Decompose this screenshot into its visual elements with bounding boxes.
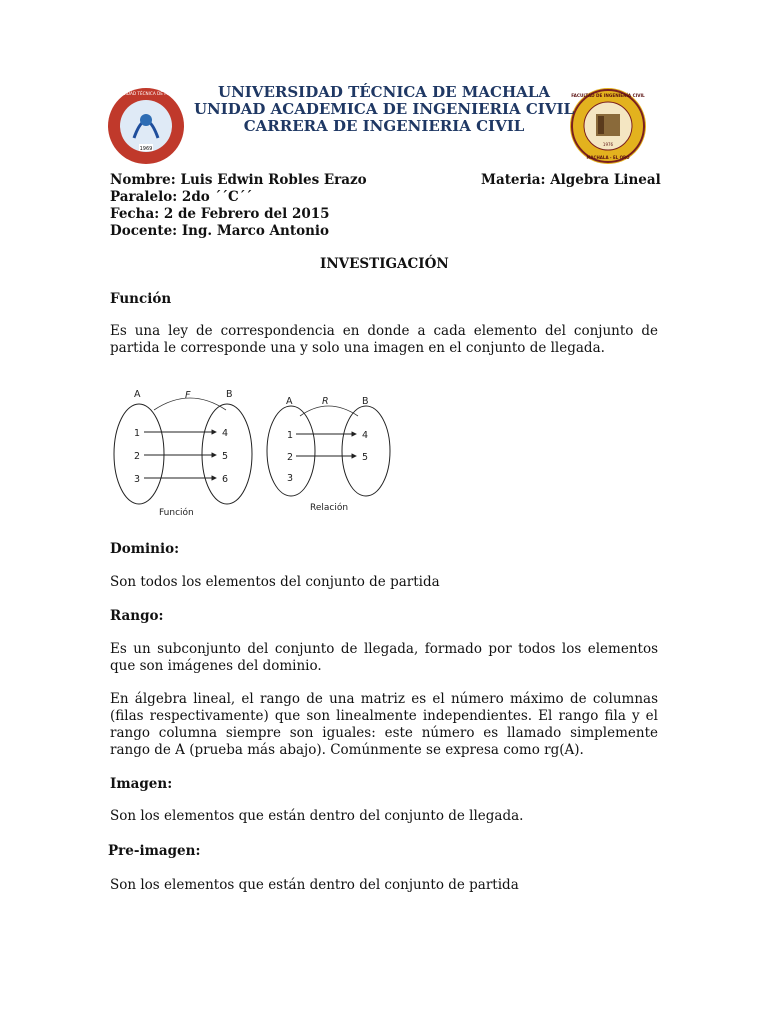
student-parallel: Paralelo: 2do ´´C´´ bbox=[110, 189, 253, 205]
subject-name: Materia: Algebra Lineal bbox=[481, 172, 661, 188]
teacher-name: Docente: Ing. Marco Antonio bbox=[110, 223, 330, 239]
function-domain-element: 3 bbox=[134, 474, 141, 485]
function-domain-element: 2 bbox=[134, 451, 141, 462]
heading-preimagen: Pre-imagen: bbox=[108, 843, 201, 859]
heading-funcion: Función bbox=[110, 291, 172, 307]
heading-dominio: Dominio: bbox=[110, 541, 180, 557]
function-codomain-element: 4 bbox=[222, 428, 229, 439]
student-info bbox=[110, 172, 367, 240]
relation-codomain-set bbox=[342, 406, 390, 496]
header-unit: UNIDAD ACADEMICA DE INGENIERIA CIVIL bbox=[193, 100, 575, 118]
relation-map-label: R bbox=[322, 396, 329, 407]
function-map-label: F bbox=[185, 390, 191, 401]
function-set-b-label: B bbox=[226, 389, 233, 400]
heading-rango: Rango: bbox=[110, 608, 164, 624]
text-rango-definition: Es un subconjunto del conjunto de llegada, formado por todos los elementos que son imágenes del dominio. bbox=[110, 641, 658, 674]
function-domain-element: 1 bbox=[134, 428, 141, 439]
relation-codomain-element: 5 bbox=[362, 452, 369, 463]
relation-map-arc bbox=[300, 406, 358, 416]
relation-domain-element: 2 bbox=[287, 452, 294, 463]
function-codomain-element: 5 bbox=[222, 451, 229, 462]
seal-emblem-center bbox=[140, 114, 152, 126]
text-funcion: Es una ley de correspondencia en donde a cada elemento del conjunto de partida le corresponde una y solo una imagen en el conjunto de llegada. bbox=[110, 323, 658, 356]
function-diagram bbox=[114, 389, 252, 518]
seal-year: 1969 bbox=[139, 146, 153, 152]
relation-codomain-element: 4 bbox=[362, 430, 369, 441]
faculty-seal-bottom-text: MACHALA - EL ORO bbox=[586, 155, 630, 160]
seal-ring-text: UNIVERSIDAD TÉCNICA DE MACHALA bbox=[107, 91, 185, 96]
faculty-seal-emblem-bar bbox=[598, 116, 604, 134]
heading-imagen: Imagen: bbox=[110, 776, 173, 792]
relation-set-a-label: A bbox=[286, 396, 293, 407]
relation-caption: Relación bbox=[310, 503, 349, 513]
faculty-seal-year: 1976 bbox=[602, 142, 614, 147]
relation-set-b-label: B bbox=[362, 396, 369, 407]
document-date: Fecha: 2 de Febrero del 2015 bbox=[110, 206, 330, 222]
function-set-a-label: A bbox=[134, 389, 141, 400]
header-career: CARRERA DE INGENIERIA CIVIL bbox=[243, 117, 525, 135]
function-caption: Función bbox=[159, 508, 194, 518]
relation-domain-element: 1 bbox=[287, 430, 294, 441]
student-name: Nombre: Luis Edwin Robles Erazo bbox=[110, 172, 367, 188]
document-title: INVESTIGACIÓN bbox=[320, 256, 449, 272]
relation-domain-element: 3 bbox=[287, 473, 294, 484]
relation-diagram bbox=[267, 396, 390, 513]
header-university: UNIVERSIDAD TÉCNICA DE MACHALA bbox=[218, 83, 550, 101]
text-imagen: Son los elementos que están dentro del conjunto de llegada. bbox=[110, 808, 524, 824]
function-relation-diagram bbox=[108, 380, 398, 520]
faculty-seal-logo bbox=[568, 86, 648, 166]
text-preimagen: Son los elementos que están dentro del conjunto de partida bbox=[110, 877, 519, 893]
text-rango-matrix: En álgebra lineal, el rango de una matriz es el número máximo de columnas (filas respectivamente) que son linealmente independientes. El rango fila y el rango columna siempre son iguales: este número es llamado simplemente rango de A (prueba más abajo). Comúnmente se expresa como rg(A). bbox=[110, 691, 658, 758]
university-seal-logo bbox=[106, 86, 186, 166]
function-codomain-element: 6 bbox=[222, 474, 229, 485]
text-dominio: Son todos los elementos del conjunto de partida bbox=[110, 574, 440, 590]
document-header bbox=[190, 84, 578, 135]
faculty-seal-ring-text: FACULTAD DE INGENIERÍA CIVIL bbox=[571, 93, 645, 98]
